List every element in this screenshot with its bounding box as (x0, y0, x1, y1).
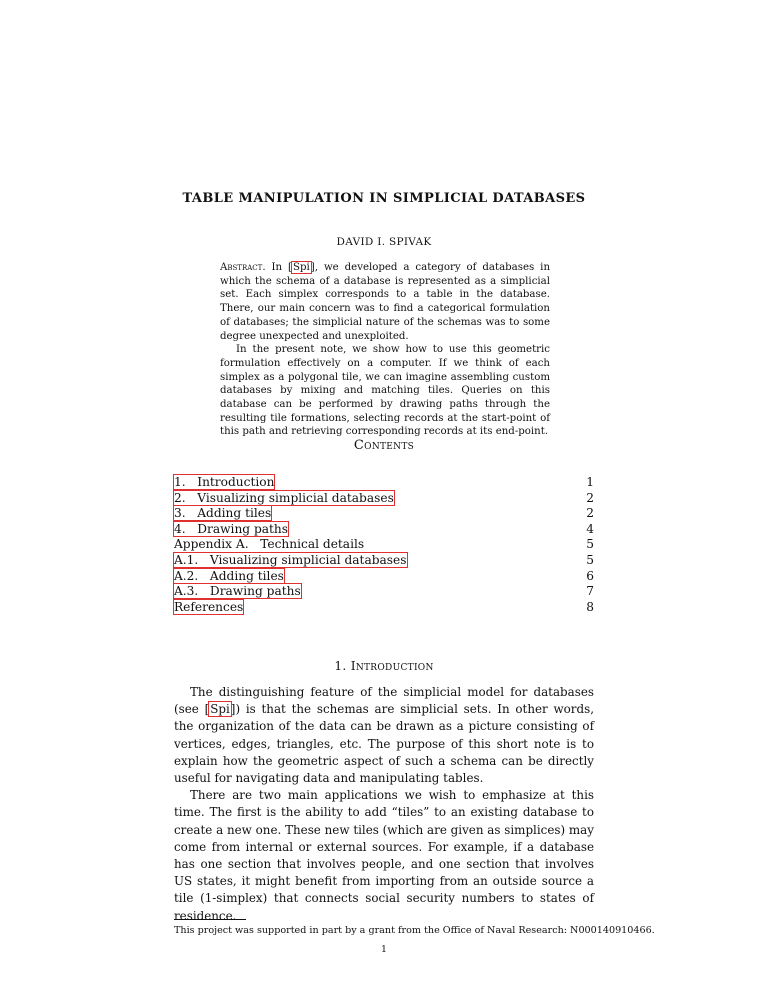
toc-link-adding-tiles[interactable]: 3. Adding tiles (174, 506, 272, 521)
toc-page-number: 4 (586, 521, 594, 536)
toc-link-references[interactable]: References (174, 599, 244, 614)
toc-page-number: 1 (586, 475, 594, 489)
footnote: This project was supported in part by a grant from the Office of Naval Research: N000140910466. (174, 925, 655, 936)
toc-row (174, 569, 594, 585)
toc-page-number: 8 (586, 599, 594, 614)
contents-heading: Contents (353, 438, 415, 453)
table-of-contents (174, 475, 594, 615)
toc-row (174, 537, 594, 553)
toc-row (174, 600, 594, 616)
abstract (220, 261, 550, 439)
body-text-a: The distinguishing feature of the simplicial model for databases (see (174, 685, 594, 717)
toc-link-a2[interactable]: A.2. Adding tiles (174, 568, 284, 583)
footnote-rule (174, 919, 246, 920)
abstract-text-a: In (265, 262, 289, 273)
citation-link-spi-2[interactable]: Spi (210, 702, 230, 717)
abstract-label: Abstract. (220, 262, 266, 273)
toc-page-number: 5 (586, 552, 594, 567)
toc-page-number: 2 (586, 506, 594, 521)
toc-appendix-label: Appendix A. Technical details (174, 537, 365, 552)
toc-row (174, 522, 594, 538)
abstract-paragraph-1: Abstract. In [Spi], we developed a category of databases in which the schema of a database is represented as a simplicial set. Each simplex corresponds to a table in the database. There, our main concern was to find a categorical formulation of databases; the simplicial nature of the schemas was to some degree unexpected and unexploited. (220, 262, 551, 342)
paper-title: TABLE MANIPULATION IN SIMPLICIAL DATABASES (182, 191, 586, 206)
toc-row (174, 506, 594, 522)
page-number: 1 (381, 944, 387, 955)
abstract-paragraph-2: In the present note, we show how to use this geometric formulation effectively on a computer. If we think of each simplex as a polygonal tile, we can imagine assembling custom databases by mixing and matching tiles. Queries on this database can be performed by drawing paths through the resulting tile formations, selecting records at the start-point of this path and retrieving corresponding records at its end-point. (220, 344, 550, 438)
introduction-body (174, 684, 594, 925)
body-paragraph-1: The distinguishing feature of the simplicial model for databases (see [Spi]) is that the schemas are simplicial sets. In other words, the organization of the data can be drawn as a picture consisting of vertices, edges, triangles, etc. The purpose of this short note is to explain how the geometric aspect of such a schema can be directly useful for navigating data and manipulating tables. (174, 685, 594, 786)
toc-page-number: 7 (586, 584, 594, 599)
citation-link-spi[interactable]: Spi (293, 262, 310, 273)
body-text-b: ) is that the schemas are simplicial sets. In other words, the organization of the data can be drawn as a picture consisting of vertices, edges, triangles, etc. The purpose of this short note is to explain how the geometric aspect of such a schema can be directly useful for navigating data and manipulating tables. (174, 702, 594, 786)
toc-row (174, 553, 594, 569)
toc-link-drawing-paths[interactable]: 4. Drawing paths (174, 521, 289, 536)
author-name: DAVID I. SPIVAK (336, 236, 432, 248)
toc-row (174, 584, 594, 600)
body-paragraph-2: There are two main applications we wish to emphasize at this time. The first is the ability to add “tiles” to an existing database to create a new one. These new tiles (which are given as simplices) may come from internal or external sources. For example, if a database has one section that involves people, and one section that involves US states, it might benefit from importing from an outside source a tile (1-simplex) that connects social security numbers to states of residence. (174, 788, 594, 923)
abstract-text-b: , we developed a category of databases in which the schema of a database is represented as a simplicial set. Each simplex corresponds to a table in the database. There, our main concern was to find a categorical formulation of databases; the simplicial nature of the schemas was to some degree unexpected and unexploited. (220, 262, 551, 342)
toc-link-introduction[interactable]: 1. Introduction (174, 475, 275, 489)
toc-link-a1[interactable]: A.1. Visualizing simplicial databases (174, 552, 407, 567)
toc-page-number: 2 (586, 490, 594, 505)
toc-page-number: 6 (586, 568, 594, 583)
toc-page-number: 5 (586, 537, 594, 552)
section-heading-introduction: 1. Introduction (334, 659, 434, 673)
toc-row (174, 475, 594, 491)
toc-link-visualizing[interactable]: 2. Visualizing simplicial databases (174, 490, 394, 505)
toc-row (174, 491, 594, 507)
toc-link-a3[interactable]: A.3. Drawing paths (174, 584, 301, 599)
